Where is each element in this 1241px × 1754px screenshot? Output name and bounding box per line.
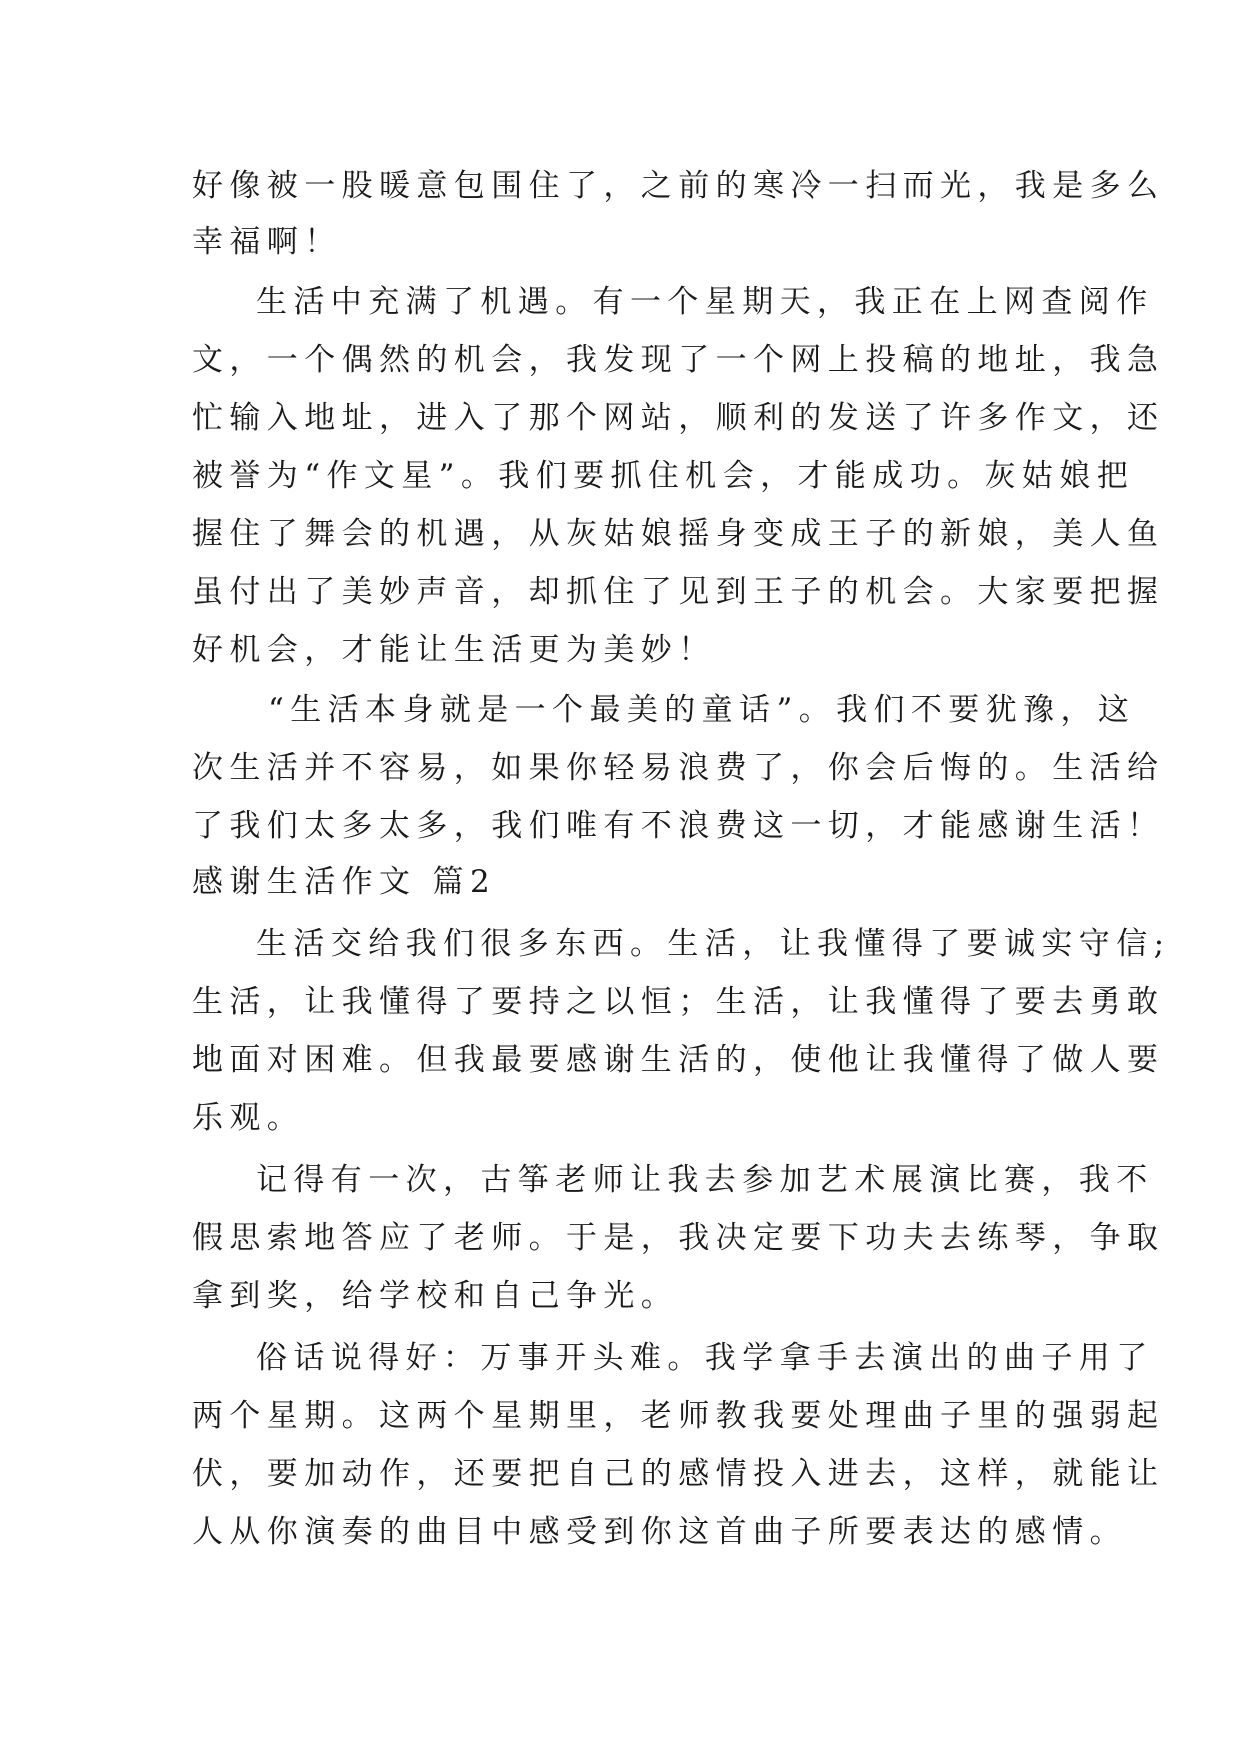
paragraph-fairytale-line-2: 次生活并不容易，如果你轻易浪费了，你会后悔的。生活给 bbox=[192, 750, 1165, 786]
paragraph-guzheng-line-3: 拿到奖，给学校和自己争光。 bbox=[192, 1278, 679, 1314]
paragraph-opportunity-line-6: 虽付出了美妙声音，却抓住了见到王子的机会。大家要把握 bbox=[192, 574, 1165, 610]
paragraph-guzheng-line-1: 记得有一次，古筝老师让我去参加艺术展演比赛，我不 bbox=[256, 1162, 1154, 1198]
paragraph-lessons-line-1: 生活交给我们很多东西。生活，让我懂得了要诚实守信; bbox=[256, 926, 1171, 962]
paragraph-practice-line-4: 人从你演奏的曲目中感受到你这首曲子所要表达的感情。 bbox=[192, 1514, 1127, 1550]
paragraph-opportunity-line-4: 被誉为“作文星”。我们要抓住机会，才能成功。灰姑娘把 bbox=[192, 458, 1135, 494]
paragraph-lessons-line-2: 生活，让我懂得了要持之以恒；生活，让我懂得了要去勇敢 bbox=[192, 984, 1165, 1020]
paragraph-opportunity-line-7: 好机会，才能让生活更为美妙！ bbox=[192, 632, 716, 668]
paragraph-fairytale-line-3: 了我们太多太多，我们唯有不浪费这一切，才能感谢生活！ bbox=[192, 808, 1165, 844]
paragraph-opportunity-line-2: 文，一个偶然的机会，我发现了一个网上投稿的地址，我急 bbox=[192, 342, 1165, 378]
paragraph-fairytale-line-1: “生活本身就是一个最美的童话”。我们不要犹豫，这 bbox=[268, 692, 1136, 728]
paragraph-practice-line-3: 伏，要加动作，还要把自己的感情投入进去，这样，就能让 bbox=[192, 1456, 1165, 1492]
section-heading: 感谢生活作文 篇2 bbox=[192, 864, 497, 900]
paragraph-lessons-line-4: 乐观。 bbox=[192, 1100, 305, 1136]
paragraph-practice-line-2: 两个星期。这两个星期里，老师教我要处理曲子里的强弱起 bbox=[192, 1398, 1165, 1434]
paragraph-guzheng-line-2: 假思索地答应了老师。于是，我决定要下功夫去练琴，争取 bbox=[192, 1220, 1165, 1256]
text-line-2: 幸福啊！ bbox=[192, 224, 342, 260]
paragraph-practice-line-1: 俗话说得好：万事开头难。我学拿手去演出的曲子用了 bbox=[256, 1340, 1154, 1376]
paragraph-lessons-line-3: 地面对困难。但我最要感谢生活的，使他让我懂得了做人要 bbox=[192, 1042, 1165, 1078]
paragraph-opportunity-line-1: 生活中充满了机遇。有一个星期天，我正在上网查阅作 bbox=[256, 284, 1154, 320]
paragraph-opportunity-line-3: 忙输入地址，进入了那个网站，顺利的发送了许多作文，还 bbox=[192, 400, 1165, 436]
text-line-1: 好像被一股暖意包围住了，之前的寒冷一扫而光，我是多么 bbox=[192, 168, 1165, 204]
paragraph-opportunity-line-5: 握住了舞会的机遇，从灰姑娘摇身变成王子的新娘，美人鱼 bbox=[192, 516, 1165, 552]
